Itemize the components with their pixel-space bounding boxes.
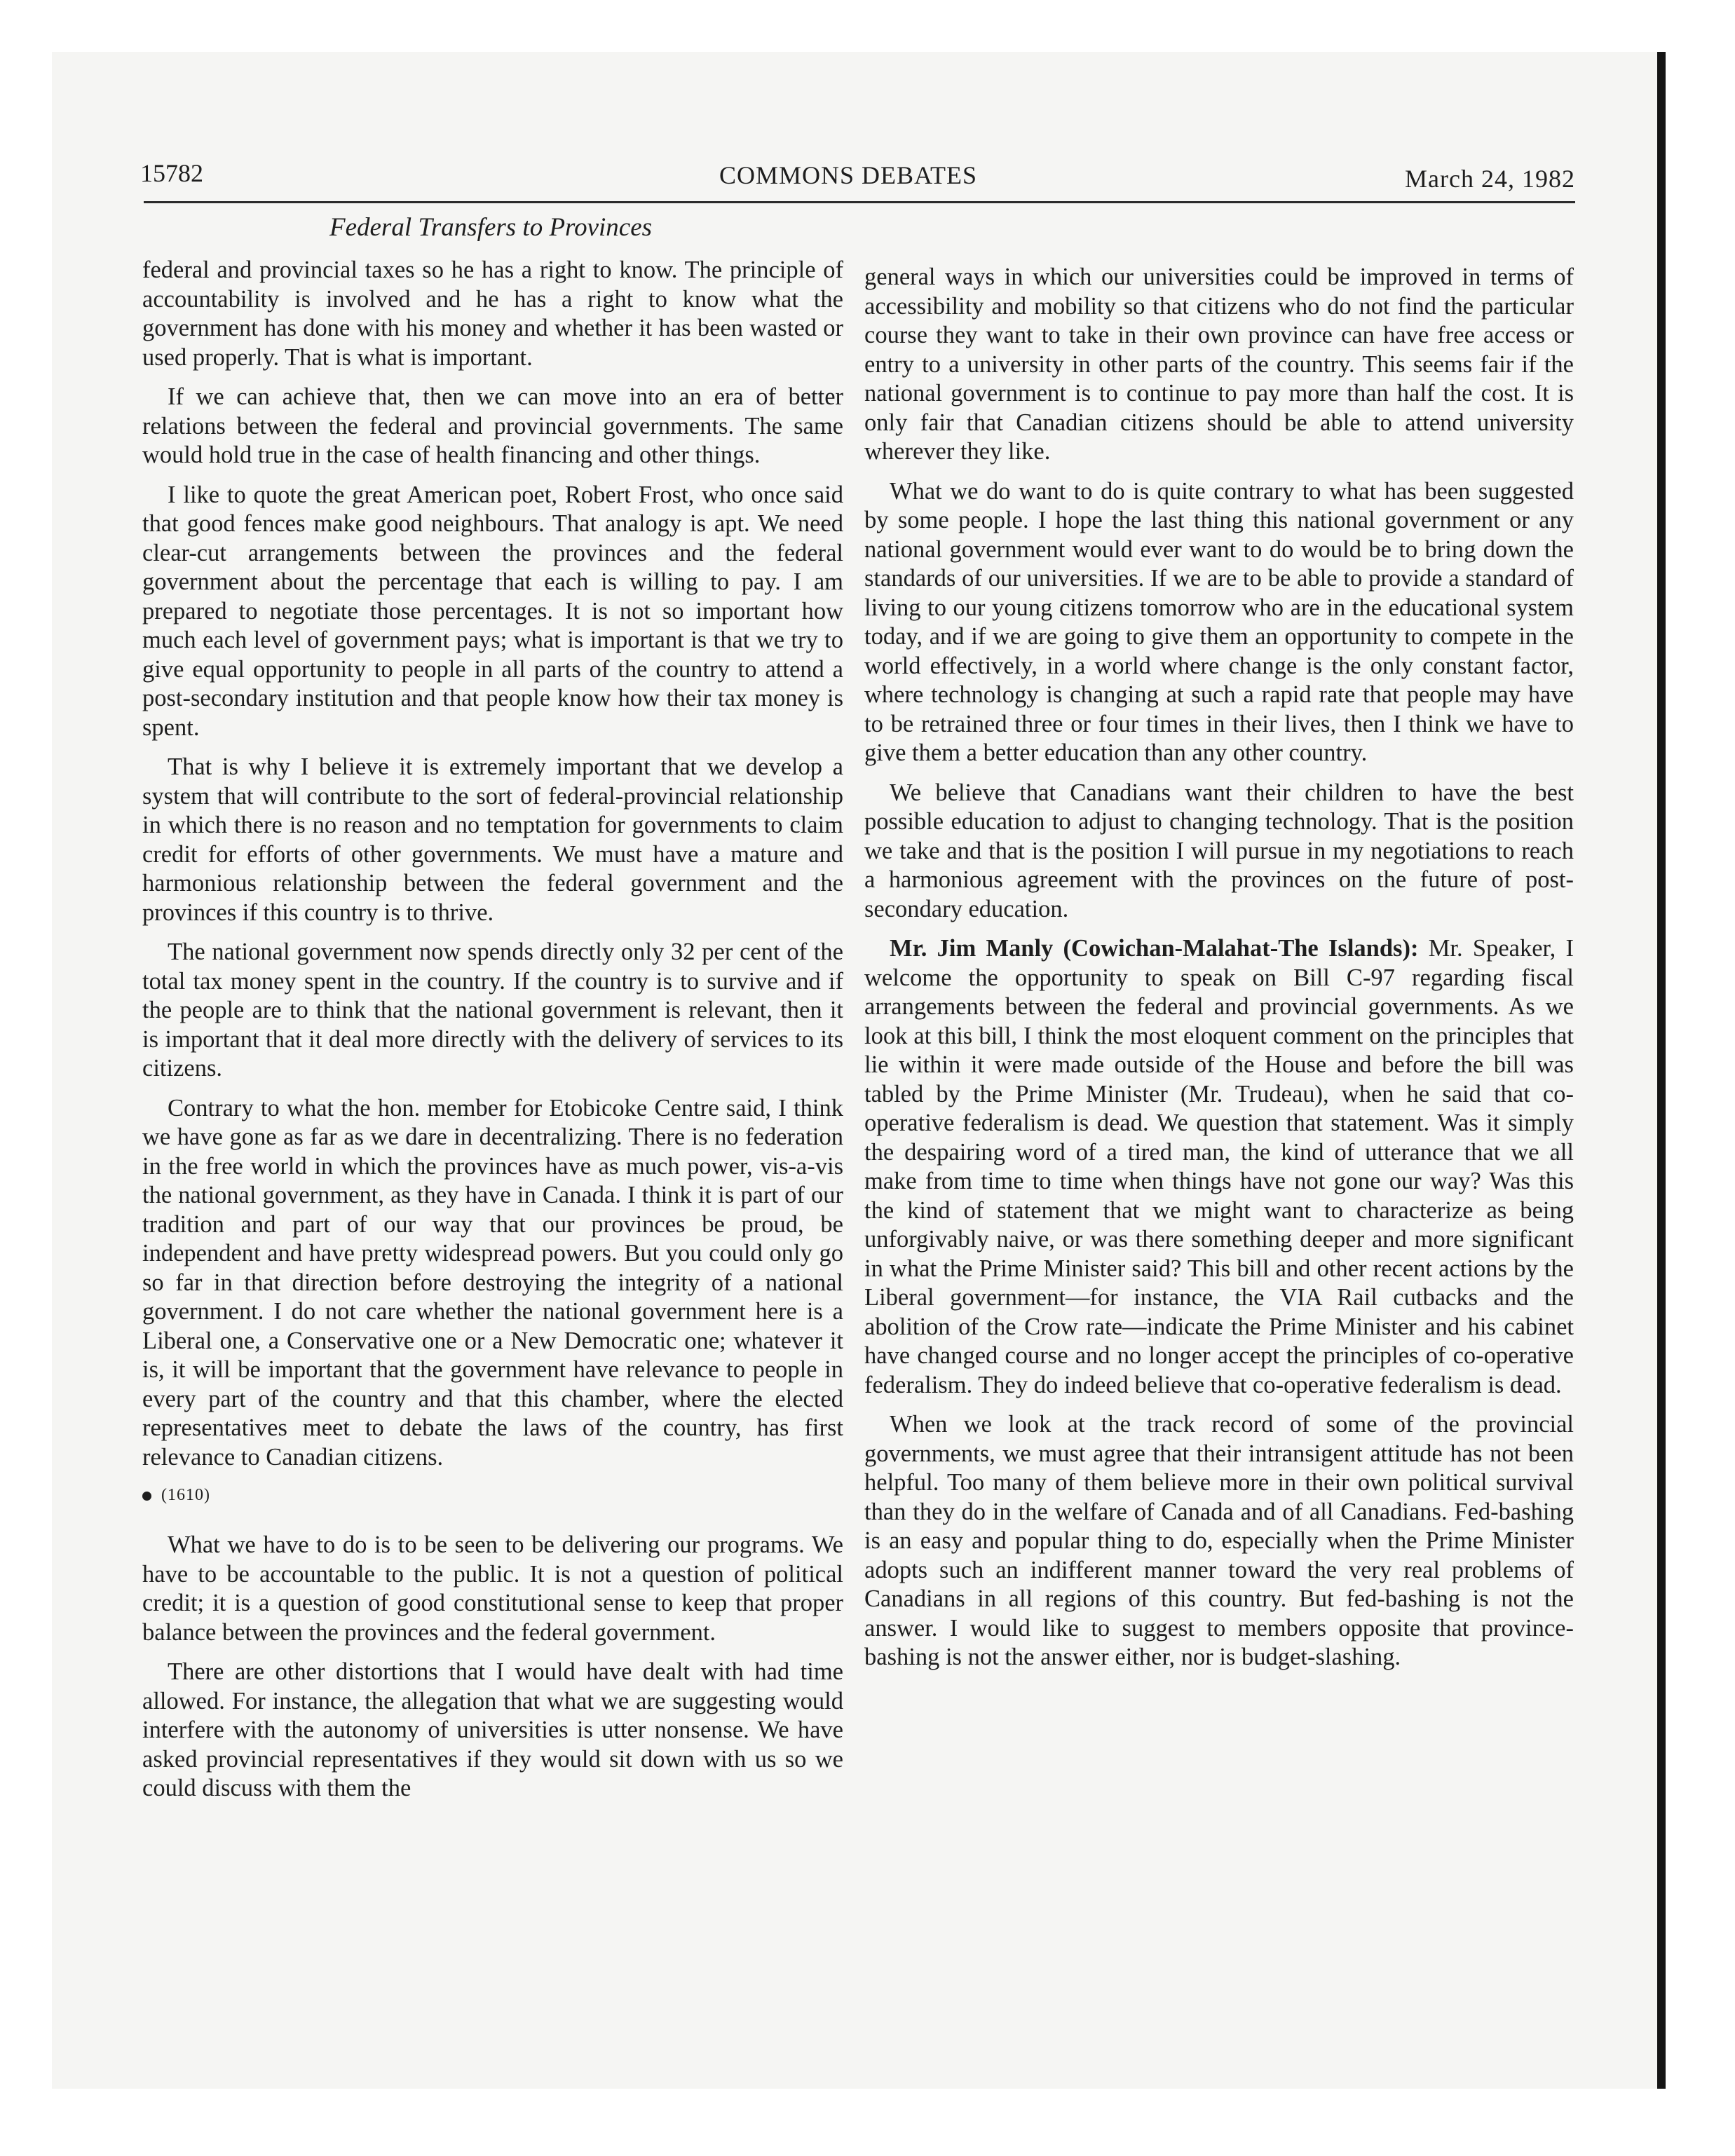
page-number: 15782 — [140, 159, 203, 187]
paragraph: federal and provincial taxes so he has a right to know. The principle of accountability is involved and he has a right to know what the government has done with his money and whether it has been wasted or used properly. That is what is important. — [142, 257, 843, 371]
paragraph: There are other distortions that I would have dealt with had time allowed. For instance, the allegation that what we are suggesting would interfere with the autonomy of universities is utter nonsense. We have asked provincial representatives if they would sit down with us so we could discuss with them the — [142, 1658, 843, 1801]
speech-text: Mr. Speaker, I welcome the opportunity to speak on Bill C-97 regarding fiscal arrangements between the federal and provincial governments. As we look at this bill, I think the most eloquent comment on the principles that lie within it were made outside of the House and before the bill was tabled by the Prime Minister (Mr. Trudeau), when he said that co-operative federalism is dead. We question that statement. Was it simply the despairing word of a tired man, the kind of utterance that we all make from time to time when things have not gone our way? Was this the kind of statement that we might want to characterize as being unforgivably naive, or was there something deeper and more significant in what the Prime Minister said? This bill and other recent actions by the Liberal government—for instance, the VIA Rail cutbacks and the abolition of the Crow rate—indicate the Prime Minister and his cabinet have changed course and no longer accept the principles of co-operative federalism. They do indeed believe that co-operative federalism is dead. — [864, 935, 1574, 1398]
paragraph: The national government now spends directly only 32 per cent of the total tax money spent in the country. If the country is to survive and if the people are to think that the national government is relevant, then it is important that it deal more directly with the delivery of services to its citizens. — [142, 939, 843, 1082]
paragraph: What we have to do is to be seen to be delivering our programs. We have to be accountable to the public. It is not a question of political credit; it is a question of good constitutional sense to keep that proper balance between the provinces and the federal government. — [142, 1531, 843, 1646]
time-marker-label: (1610) — [161, 1486, 210, 1504]
paragraph: I like to quote the great American poet, Robert Frost, who once said that good fences make good neighbours. That analogy is apt. We need clear-cut arrangements between the provinces and the federal government about the percentage that each is willing to pay. I am prepared to negotiate those percentages. It is not so important how much each level of government pays; what is important is that we try to give equal opportunity to people in all parts of the country to attend a post-secondary institution and that people know how their tax money is spent. — [142, 481, 843, 741]
paragraph: We believe that Canadians want their children to have the best possible education to adjust to changing technology. That is the position we take and that is the position I will pursue in my negotiations to reach a harmonious agreement with the provinces on the future of post-secondary education. — [864, 779, 1574, 922]
header-rule — [144, 201, 1575, 203]
bullet-icon — [142, 1492, 151, 1501]
speaker-name: Mr. Jim Manly (Cowichan-Malahat-The Islands): — [890, 935, 1419, 962]
page-date: March 24, 1982 — [1405, 165, 1575, 193]
paragraph: Contrary to what the hon. member for Etobicoke Centre said, I think we have gone as far as we dare in decentralizing. There is no federation in the free world in which the provinces have as much power, vis-a-vis the national government, as they have in Canada. I think it is part of our tradition and part of our way that our provinces be proud, be independent and have pretty widespread powers. But you could only go so far in that direction before destroying the integrity of a national government. I do not care whether the national government here is a Liberal one, a Conservative one or a New Democratic one; whatever it is, it will be important that the government have relevance to people in every part of the country and that this chamber, where the elected representatives meet to debate the laws of the country, has first relevance to Canadian citizens. — [142, 1094, 843, 1471]
paragraph: When we look at the track record of some of the provincial governments, we must agree that their intransigent attitude has not been helpful. Too many of them believe more in their own political survival than they do in the welfare of Canada and of all Canadians. Fed-bashing is an easy and popular thing to do, especially when the Prime Minister adopts such an indifferent manner toward the very real problems of Canadians in all regions of this country. But fed-bashing is not the answer. I would like to suggest to members opposite that province-bashing is not the answer either, nor is budget-slashing. — [864, 1411, 1574, 1670]
paragraph: That is why I believe it is extremely important that we develop a system that will contribute to the sort of federal-provincial relationship in which there is no reason and no temptation for governments to claim credit for efforts of other governments. We must have a mature and harmonious relationship between the federal government and the provinces if this country is to thrive. — [142, 753, 843, 926]
time-marker — [142, 1485, 843, 1506]
paragraph: If we can achieve that, then we can move into an era of better relations between the federal and provincial governments. The same would hold true in the case of health financing and other things. — [142, 383, 843, 468]
paragraph: What we do want to do is quite contrary to what has been suggested by some people. I hope the last thing this national government or any national government would ever want to do would be to bring down the standards of our universities. If we are to be able to provide a standard of living to our young citizens tomorrow who are in the educational system today, and if we are going to give them an opportunity to compete in the world effectively, in a world where change is the only constant factor, where technology is changing at such a rapid rate that people may have to be retrained three or four times in their lives, then I think we have to give them a better education than any other country. — [864, 477, 1574, 766]
scan-border — [1657, 52, 1666, 2089]
right-column — [864, 263, 1574, 1683]
section-heading: Federal Transfers to Provinces — [329, 213, 653, 242]
paragraph: general ways in which our universities could be improved in terms of accessibility and mobility so that citizens who do not find the particular course they want to take in their own province can have free access or entry to a university in other parts of the country. This seems fair if the national government is to continue to pay more than half the cost. It is only fair that Canadian citizens should be able to attend university wherever they like. — [864, 264, 1574, 465]
left-column — [142, 256, 843, 1814]
speech-paragraph — [864, 934, 1574, 1400]
publication-title: COMMONS DEBATES — [719, 161, 978, 189]
